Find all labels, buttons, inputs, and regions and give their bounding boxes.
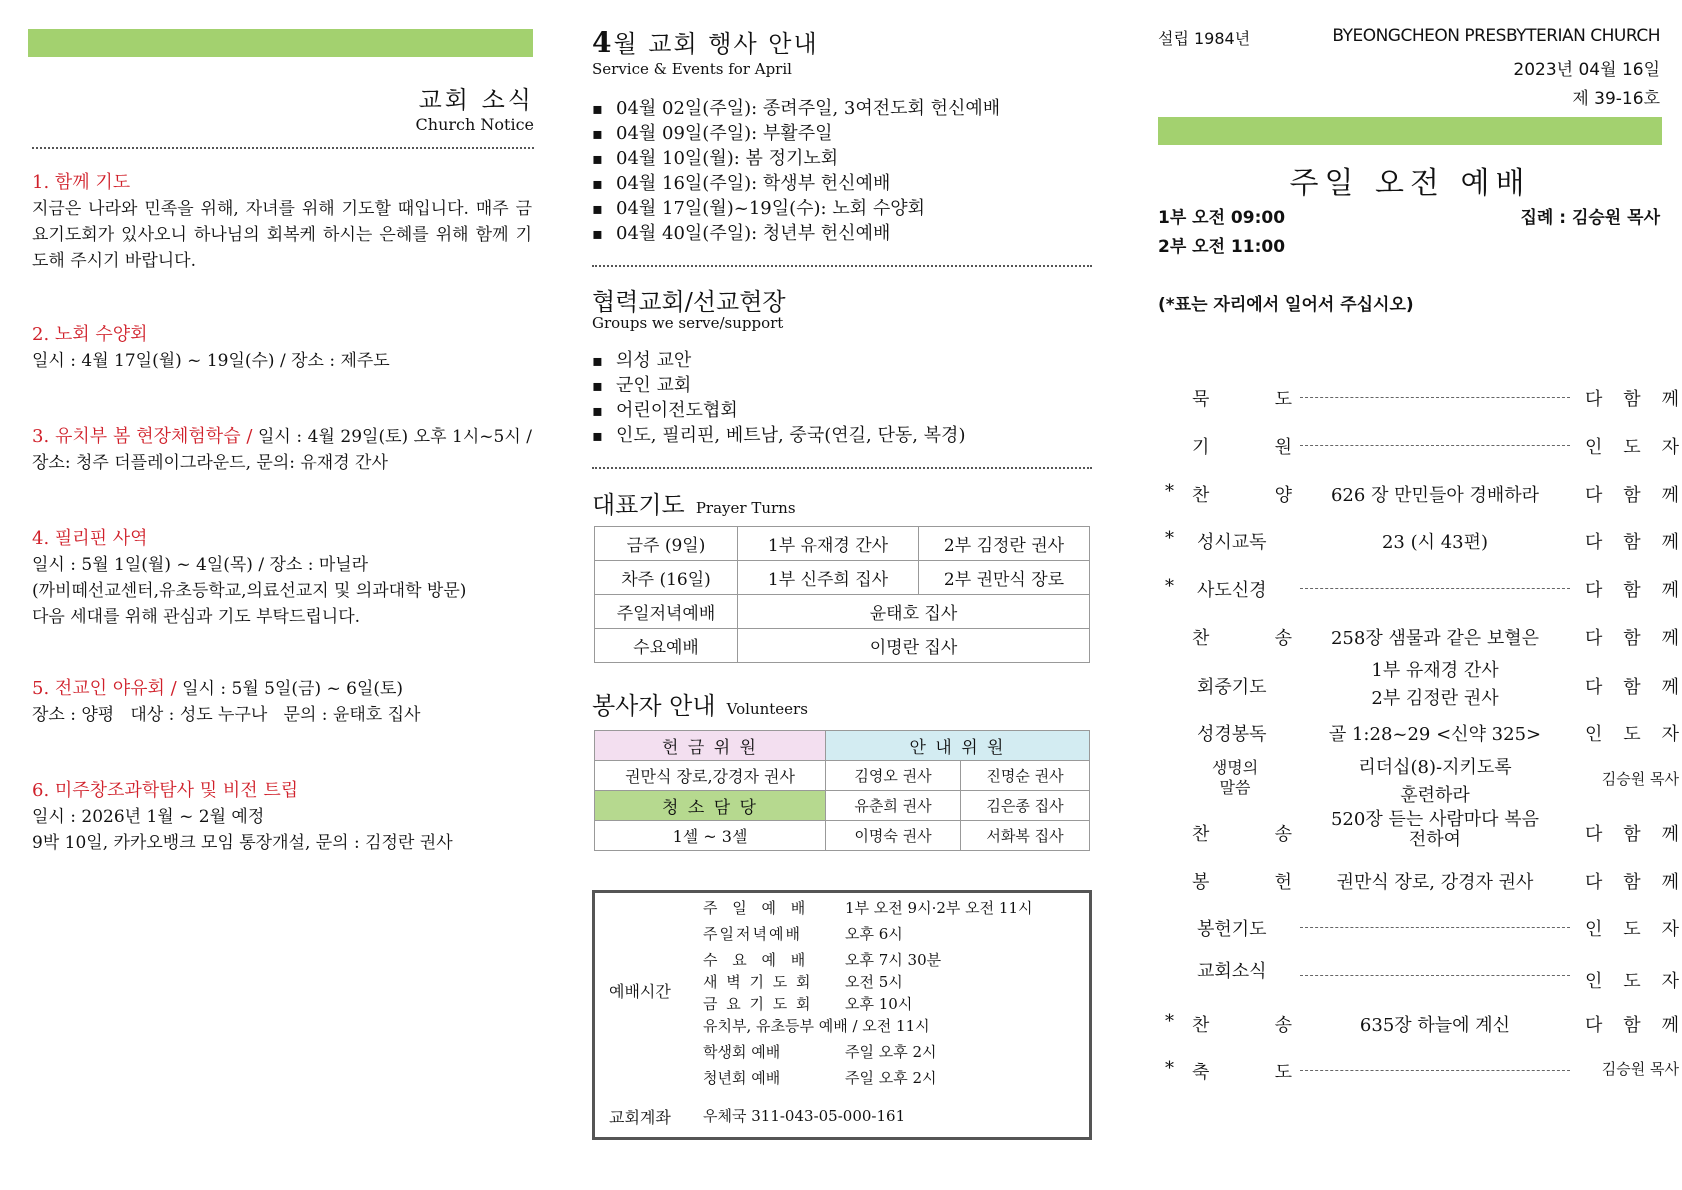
- guide-name: 진명순 권사: [961, 761, 1090, 791]
- order-row: [1165, 1011, 1679, 1055]
- order-detail: 635장 하늘에 계신: [1359, 1015, 1511, 1036]
- guide-name: 이명숙 권사: [826, 821, 961, 851]
- order-row: [1165, 481, 1679, 525]
- notice-divider: [32, 147, 534, 149]
- support-divider: [592, 467, 1092, 469]
- notice-6-body: 일시 : 2026년 1월 ~ 2월 예정 9박 10일, 카카오뱅크 모임 통장개설, 문의 : 김정란 권사: [32, 807, 453, 853]
- support-subtitle: Groups we serve/support: [592, 314, 784, 332]
- order-detail: 626 장 만민들아 경배하라: [1330, 485, 1539, 506]
- notice-3-body: 일시 : 4월 29일(토) 오후 1시~5시 / 장소: 청주 더플레이그라운드, 문의: 유재경 간사: [32, 427, 532, 473]
- order-who: 다 함 께: [1585, 580, 1679, 601]
- notice-4-body: 일시 : 5월 1일(월) ~ 4일(목) / 장소 : 마닐라 (까비떼선교센터,유초등학교,의료선교지 및 의과대학 방문) 다음 세대를 위해 관심과 기도 부탁드립니다.: [32, 555, 467, 627]
- notice-5-body: 장소 : 양평 대상 : 성도 누구나 문의 : 윤태호 집사: [32, 705, 421, 725]
- schedule-label: 예배시간: [609, 982, 671, 1001]
- list-item: ▪ 04월 10일(월): 봄 정기노회: [592, 146, 1000, 171]
- order-who: 다 함 께: [1585, 677, 1679, 698]
- notice-6-head: 6. 미주창조과학탐사 및 비전 트립: [32, 780, 299, 801]
- prayer-subtitle: Prayer Turns: [695, 499, 796, 517]
- dash-line: [1300, 397, 1570, 398]
- stand-marker: *: [1165, 1058, 1174, 1079]
- order-name: 봉 헌: [1192, 872, 1292, 893]
- order-name: 찬 송: [1192, 824, 1292, 845]
- order-name: 생명의 말씀: [1211, 758, 1259, 797]
- order-who: 다 함 께: [1585, 485, 1679, 506]
- events-list: [592, 96, 1000, 246]
- order-detail: 1부 유재경 간사 2부 김정란 권사: [1371, 660, 1499, 709]
- account-label: 교회계좌: [609, 1108, 671, 1127]
- notice-2-body: 일시 : 4월 17일(월) ~ 19일(수) / 장소 : 제주도: [32, 351, 390, 371]
- schedule-service: 학생회 예배: [703, 1043, 781, 1061]
- prayer-cell: 주일저녁예배: [595, 595, 738, 629]
- order-name: 찬 송: [1192, 1015, 1292, 1036]
- order-detail: 520장 듣는 사람마다 복음 전하여: [1330, 809, 1539, 850]
- bulletin-issue: 제 39-16호: [1572, 89, 1660, 109]
- order-name: 봉헌기도: [1197, 919, 1267, 940]
- prayer-cell: 1부 신주희 집사: [738, 561, 919, 595]
- dash-line: [1300, 1070, 1570, 1071]
- schedule-service: 주일저녁예배: [703, 925, 802, 943]
- events-title-number: 4: [592, 26, 614, 59]
- order-who: 다 함 께: [1585, 532, 1679, 553]
- schedule-service: 주 일 예 배: [703, 899, 811, 917]
- cleaning-head: 청 소 담 당: [595, 791, 826, 821]
- notice-1: [32, 170, 532, 274]
- notice-1-body: 지금은 나라와 민족을 위해, 자녀를 위해 기도할 때입니다. 매주 금요기도회가 있사오니 하나님의 회복케 하시는 은혜를 위해 함께 기도해 주시기 바랍니다.: [32, 199, 532, 271]
- guide-name: 유춘희 권사: [826, 791, 961, 821]
- prayer-heading: [592, 485, 796, 520]
- schedule-time: 오후 10시: [845, 995, 913, 1013]
- order-detail: 골 1:28~29 <신약 325>: [1328, 724, 1542, 745]
- service-title: 주일 오전 예배: [1289, 166, 1531, 201]
- order-who: 다 함 께: [1585, 824, 1679, 845]
- list-item: ▪ 군인 교회: [592, 373, 965, 398]
- order-name: 교회소식: [1197, 961, 1267, 982]
- list-item: ▪ 어린이전도협회: [592, 398, 965, 423]
- order-who: 김승원 목사: [1601, 1060, 1679, 1078]
- schedule-service: 새 벽 기 도 회: [703, 973, 813, 991]
- order-name: 축 도: [1192, 1062, 1292, 1083]
- events-subtitle: Service & Events for April: [592, 60, 792, 78]
- stand-marker: *: [1165, 528, 1174, 549]
- order-who: 인 도 자: [1585, 724, 1679, 745]
- order-row: [1165, 809, 1679, 864]
- schedule-time: 오후 6시: [845, 925, 903, 943]
- order-name: 찬 송: [1192, 628, 1292, 649]
- notice-2: [32, 322, 532, 374]
- schedule-time: 주일 오후 2시: [845, 1069, 937, 1087]
- stand-marker: *: [1165, 576, 1174, 597]
- cleaning-value: 1셀 ~ 3셀: [595, 821, 826, 851]
- order-who: 다 함 께: [1585, 872, 1679, 893]
- bulletin-date: 2023년 04월 16일: [1513, 60, 1660, 80]
- notice-3: [32, 424, 532, 476]
- order-row: [1165, 660, 1679, 717]
- prayer-cell: 차주 (16일): [595, 561, 738, 595]
- order-row: [1165, 757, 1679, 812]
- order-row: [1165, 433, 1679, 477]
- left-header-bar: [28, 29, 533, 57]
- notice-4: [32, 526, 532, 630]
- volunteers-heading: [592, 686, 808, 721]
- order-name: 성시교독: [1197, 532, 1267, 553]
- right-header-bar: [1158, 117, 1662, 145]
- notice-5-head: 5. 전교인 야유회 /: [32, 678, 177, 699]
- guide-head: 안 내 위 원: [826, 731, 1090, 761]
- order-detail: 258장 샘물과 같은 보혈은: [1330, 628, 1539, 649]
- prayer-table: [594, 526, 1090, 663]
- schedule-service: 청년회 예배: [703, 1069, 781, 1087]
- guide-name: 서화복 집사: [961, 821, 1090, 851]
- schedule-service: 수 요 예 배: [703, 951, 811, 969]
- church-name: BYEONGCHEON PRESBYTERIAN CHURCH: [1332, 26, 1660, 46]
- list-item: ▪ 04월 02일(주일): 종려주일, 3여전도회 헌신예배: [592, 96, 1000, 121]
- notice-5: [32, 676, 532, 728]
- order-who: 인 도 자: [1585, 971, 1679, 992]
- notice-5-date: 일시 : 5월 5일(금) ~ 6일(토): [176, 679, 404, 699]
- prayer-cell: 2부 김정란 권사: [919, 527, 1090, 561]
- prayer-cell: 1부 유재경 간사: [738, 527, 919, 561]
- list-item: ▪ 04월 16일(주일): 학생부 헌신예배: [592, 171, 1000, 196]
- order-name: 찬 양: [1192, 485, 1292, 506]
- list-item: ▪ 04월 09일(주일): 부활주일: [592, 121, 1000, 146]
- order-row: [1165, 528, 1679, 572]
- service-time-1: 1부 오전 09:00: [1158, 208, 1286, 228]
- events-title-text: 월 교회 행사 안내: [613, 30, 819, 58]
- notice-6: [32, 778, 532, 856]
- worship-schedule-box: [592, 890, 1092, 1140]
- prayer-cell: 이명란 집사: [738, 629, 1090, 663]
- support-list: [592, 348, 965, 448]
- notice-2-head: 2. 노회 수양회: [32, 324, 148, 345]
- volunteers-subtitle: Volunteers: [726, 700, 808, 718]
- prayer-cell: 윤태호 집사: [738, 595, 1090, 629]
- schedule-time: 1부 오전 9시·2부 오전 11시: [845, 899, 1033, 917]
- founded-year: 설립 1984년: [1158, 29, 1251, 48]
- volunteers-table: [594, 730, 1090, 851]
- order-row: [1165, 868, 1679, 912]
- list-item: ▪ 04월 40일(주일): 청년부 헌신예배: [592, 221, 1000, 246]
- list-item: ▪ 인도, 필리핀, 베트남, 중국(연길, 단동, 복경): [592, 423, 965, 448]
- events-divider: [592, 265, 1092, 267]
- dash-line: [1300, 445, 1570, 446]
- guide-name: 김은종 집사: [961, 791, 1090, 821]
- schedule-time: 오후 7시 30분: [845, 951, 942, 969]
- list-item: ▪ 04월 17일(월)~19일(수): 노회 수양회: [592, 196, 1000, 221]
- order-who: 김승원 목사: [1601, 770, 1679, 788]
- service-time-2: 2부 오전 11:00: [1158, 237, 1286, 257]
- notice-3-head: 3. 유치부 봄 현장체험학습 /: [32, 426, 253, 447]
- volunteers-title: 봉사자 안내: [592, 692, 716, 720]
- order-row: [1165, 385, 1679, 429]
- order-row: [1165, 957, 1679, 1001]
- schedule-time: 오전 5시: [845, 973, 903, 991]
- schedule-time: 주일 오후 2시: [845, 1043, 937, 1061]
- schedule-service: 금 요 기 도 회: [703, 995, 813, 1013]
- dash-line: [1300, 975, 1570, 976]
- notice-title: 교회 소식: [418, 86, 534, 114]
- service-leader: 집례 : 김승원 목사: [1520, 208, 1660, 228]
- order-who: 다 함 께: [1585, 628, 1679, 649]
- events-title: [592, 24, 819, 59]
- notice-4-head: 4. 필리핀 사역: [32, 528, 148, 549]
- notice-subtitle: Church Notice: [415, 115, 534, 134]
- order-detail: 권만식 장로, 강경자 권사: [1336, 872, 1534, 893]
- order-who: 인 도 자: [1585, 919, 1679, 940]
- order-row: [1165, 576, 1679, 620]
- prayer-cell: 금주 (9일): [595, 527, 738, 561]
- order-row: [1165, 1058, 1679, 1102]
- order-row: [1165, 915, 1679, 959]
- dash-line: [1300, 588, 1570, 589]
- order-name: 기 원: [1192, 437, 1292, 458]
- account-number: 우체국 311-043-05-000-161: [703, 1107, 906, 1125]
- order-who: 다 함 께: [1585, 1015, 1679, 1036]
- guide-name: 김영오 권사: [826, 761, 961, 791]
- order-who: 다 함 께: [1585, 389, 1679, 410]
- stand-marker: *: [1165, 481, 1174, 502]
- order-detail: 23 (시 43편): [1381, 532, 1489, 553]
- list-item: ▪ 의성 교안: [592, 348, 965, 373]
- order-who: 인 도 자: [1585, 437, 1679, 458]
- order-name: 성경봉독: [1197, 724, 1267, 745]
- offering-names: 권만식 장로,강경자 권사: [595, 761, 826, 791]
- stand-note: (*표는 자리에서 일어서 주십시오): [1158, 295, 1414, 315]
- offering-head: 헌 금 위 원: [595, 731, 826, 761]
- order-name: 묵 도: [1192, 389, 1292, 410]
- stand-marker: *: [1165, 1011, 1174, 1032]
- notice-1-head: 1. 함께 기도: [32, 172, 131, 193]
- prayer-title: 대표기도: [592, 491, 685, 519]
- order-detail: 리더십(8)-지키도록 훈련하라: [1358, 757, 1512, 806]
- order-name: 사도신경: [1197, 580, 1267, 601]
- schedule-service: 유치부, 유초등부 예배 / 오전 11시: [703, 1017, 930, 1035]
- prayer-cell: 2부 권만식 장로: [919, 561, 1090, 595]
- order-name: 회중기도: [1197, 677, 1267, 698]
- support-title: 협력교회/선교현장: [592, 288, 786, 316]
- dash-line: [1300, 927, 1570, 928]
- schedule-rows: [703, 897, 1083, 1093]
- prayer-cell: 수요예배: [595, 629, 738, 663]
